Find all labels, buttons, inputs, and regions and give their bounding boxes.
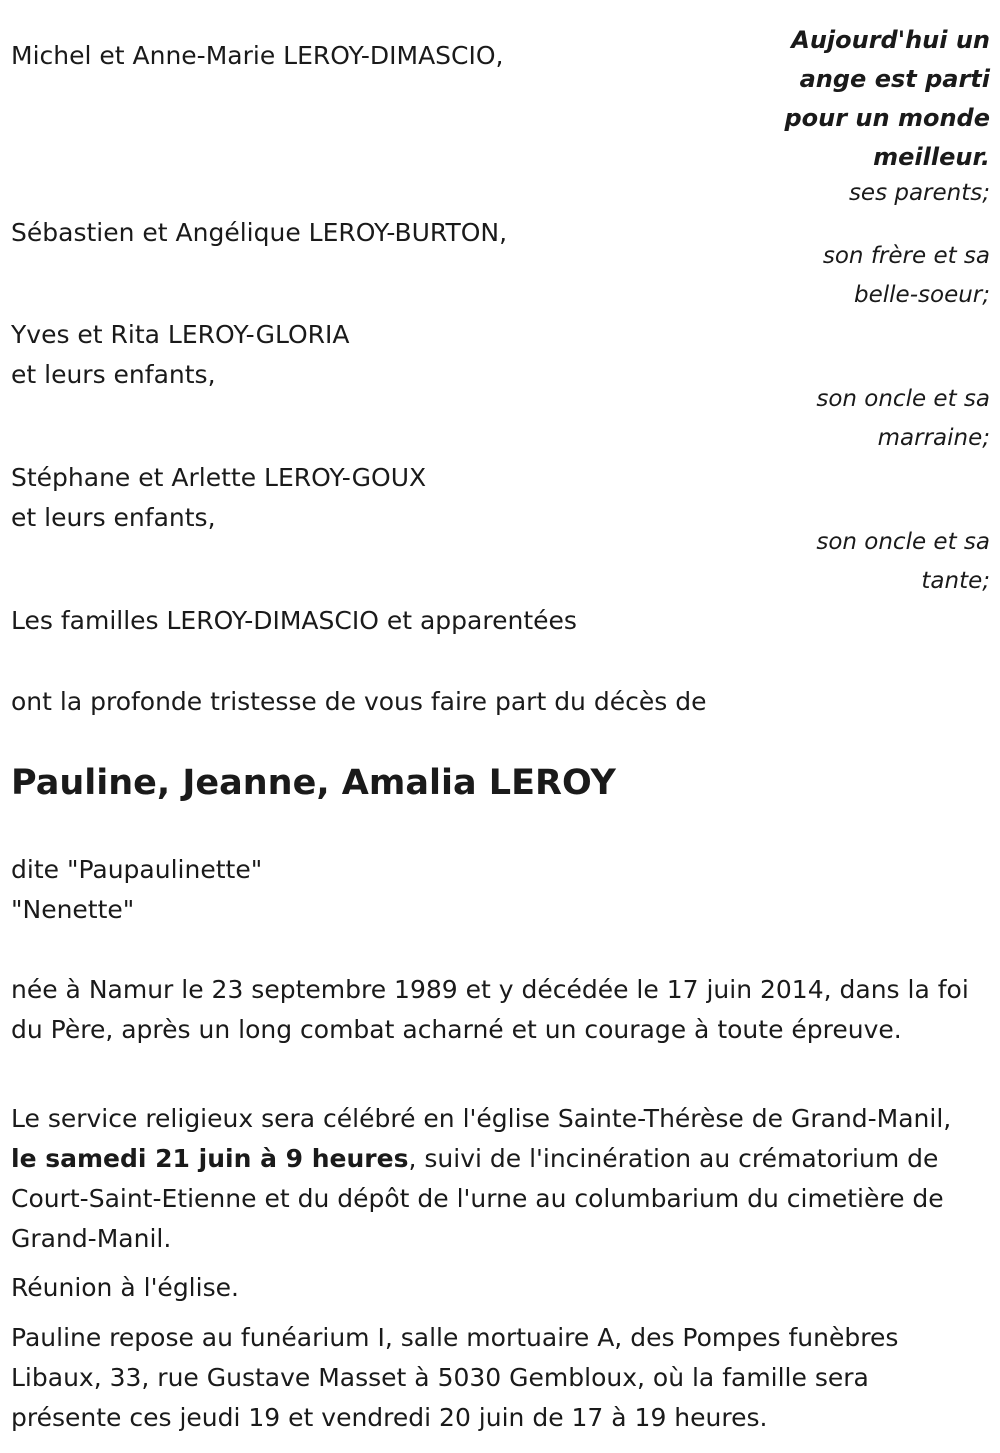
announcement: ont la profonde tristesse de vous faire part du décès de bbox=[11, 687, 707, 716]
service-date: le samedi 21 juin à 9 heures bbox=[11, 1144, 409, 1173]
family-parents: Michel et Anne-Marie LEROY-DIMASCIO, bbox=[11, 41, 504, 70]
family-brother: Sébastien et Angélique LEROY-BURTON, bbox=[11, 218, 508, 247]
quote-line: ange est parti bbox=[799, 65, 990, 93]
role-line: son frère et sa bbox=[822, 243, 990, 269]
quote-line: pour un monde bbox=[784, 104, 990, 132]
birth-death-paragraph: née à Namur le 23 septembre 1989 et y décédée le 17 juin 2014, dans la foi du Père, après un long combat acharné et un courage à toute épreuve. bbox=[11, 975, 969, 1044]
family-uncle1-names: Yves et Rita LEROY-GLORIA bbox=[11, 320, 350, 349]
family-uncle2-children: et leurs enfants, bbox=[11, 503, 216, 532]
service-text-start: Le service religieux sera célébré en l'église Sainte-Thérèse de Grand-Manil, bbox=[11, 1104, 952, 1133]
memorial-quote bbox=[784, 21, 990, 177]
nickname-1: dite "Paupaulinette" bbox=[11, 855, 263, 884]
service-text-end: , suivi de l'incinération au crématorium de Court-Saint-Etienne et du dépôt de l'urne au columbarium du cimetière de Grand-Manil. bbox=[11, 1144, 944, 1253]
quote-line: meilleur. bbox=[873, 143, 990, 171]
family-uncle1-children: et leurs enfants, bbox=[11, 360, 216, 389]
role-line: belle-soeur; bbox=[854, 282, 990, 308]
service-paragraph bbox=[11, 1099, 979, 1259]
funerarium-paragraph: Pauline repose au funéarium I, salle mortuaire A, des Pompes funèbres Libaux, 33, rue Gustave Masset à 5030 Gembloux, où la famille sera présente ces jeudi 19 et vendredi 20 juin de 17 à 19 heures. bbox=[11, 1323, 899, 1432]
family-uncle2-names: Stéphane et Arlette LEROY-GOUX bbox=[11, 463, 427, 492]
role-line: son oncle et sa bbox=[816, 386, 990, 412]
role-brother bbox=[823, 237, 990, 315]
reunion-paragraph: Réunion à l'église. bbox=[11, 1273, 239, 1302]
role-line: son oncle et sa bbox=[816, 529, 990, 555]
role-line: tante; bbox=[921, 568, 990, 594]
role-line: marraine; bbox=[877, 425, 990, 451]
deceased-name: Pauline, Jeanne, Amalia LEROY bbox=[11, 763, 616, 803]
role-uncle1 bbox=[816, 380, 990, 458]
role-parents: ses parents; bbox=[848, 180, 990, 206]
family-extended: Les familles LEROY-DIMASCIO et apparentées bbox=[11, 606, 577, 635]
nickname-2: "Nenette" bbox=[11, 895, 135, 924]
role-uncle2 bbox=[816, 523, 990, 601]
quote-line: Aujourd'hui un bbox=[791, 26, 990, 54]
